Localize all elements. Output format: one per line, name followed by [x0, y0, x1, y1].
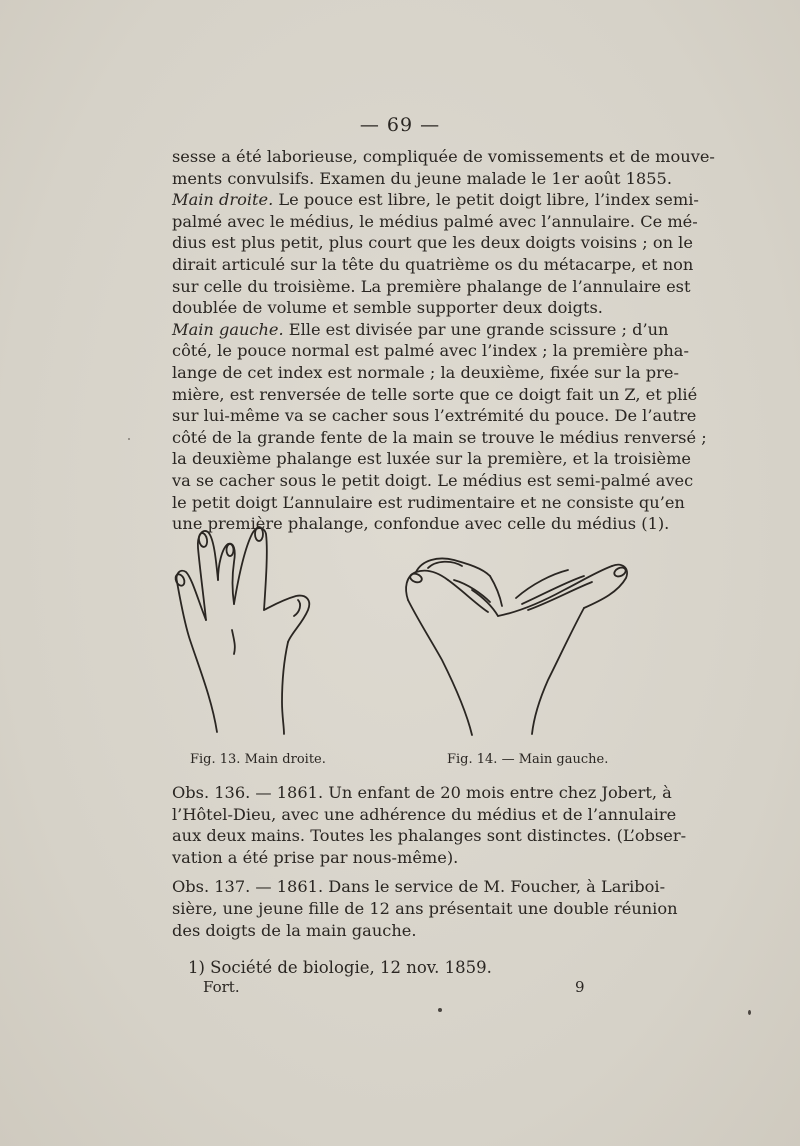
text-line	[172, 340, 689, 362]
observations	[172, 782, 687, 941]
text-content: sur celle du troisième. La première phalange de l’annulaire est	[172, 276, 691, 296]
text-content: mière, est renversée de telle sorte que ce doigt fait un Z, et plié	[172, 384, 698, 404]
text-line	[172, 405, 697, 427]
fig13-caption: Fig. 13. Main droite.	[190, 752, 326, 767]
text-content: la deuxième phalange est luxée sur la première, et la troisième	[172, 449, 692, 469]
signature-mark: Fort.	[203, 978, 240, 996]
text-content: côté, le pouce normal est palmé avec l’index ; la première pha-	[172, 341, 689, 361]
text-line	[172, 232, 693, 254]
text-line	[172, 297, 640, 319]
observation-137	[172, 876, 678, 941]
obs-line: Obs. 136. — 1861. Un enfant de 20 mois entre chez Jobert, à	[172, 783, 672, 802]
text-line	[172, 168, 672, 190]
text-content: palmé avec le médius, le médius palmé avec l’annulaire. Ce mé-	[172, 211, 698, 231]
obs-line: Obs. 137. — 1861. Dans le service de M. Foucher, à Lariboi-	[172, 877, 666, 897]
text-line	[172, 427, 707, 449]
text-line	[172, 362, 679, 384]
text-line	[172, 319, 669, 341]
text-content: sur lui-même va se cacher sous l’extrémité du pouce. De l’autre	[172, 406, 697, 426]
ink-speck	[748, 1010, 751, 1015]
text-content: sesse a été laborieuse, compliquée de vomissements et de mouve-	[172, 147, 715, 166]
text-content: lange de cet index est normale ; la deuxième, fixée sur la pre-	[172, 362, 679, 382]
obs-line: l’Hôtel-Dieu, avec une adhérence du médius et de l’annulaire	[172, 804, 677, 824]
ink-speck	[128, 438, 130, 440]
fig14-left-hand-drawing	[406, 559, 627, 736]
text-content: ments convulsifs. Examen du jeune malade le 1er août 1855.	[172, 168, 672, 188]
text-content: doublée de volume et semble supporter deux doigts.	[172, 298, 603, 318]
section-lead: Main droite.	[172, 190, 274, 210]
obs-line: aux deux mains. Toutes les phalanges sont distinctes. (L’obser-	[172, 826, 687, 846]
text-content: va se cacher sous le petit doigt. Le médius est semi-palmé avec	[172, 470, 694, 490]
observation-136	[172, 782, 687, 868]
text-line	[172, 492, 685, 514]
text-line	[172, 470, 694, 492]
text-line	[172, 211, 698, 233]
sheet-number: 9	[575, 978, 585, 996]
text-line	[172, 276, 691, 298]
text-content: Le pouce est libre, le petit doigt libre, l’index semi-	[273, 190, 699, 210]
section-lead: Main gauche.	[172, 319, 284, 339]
obs-line: vation a été prise par nous-même).	[172, 847, 459, 867]
text-content: dius est plus petit, plus court que les deux doigts voisins ; on le	[172, 233, 693, 253]
text-content: dirait articulé sur la tête du quatrième os du métacarpe, et non	[172, 254, 694, 274]
text-content: une première phalange, confondue avec celle du médius (1).	[172, 514, 670, 534]
text-line	[172, 384, 698, 406]
ink-speck	[438, 1008, 442, 1012]
text-line	[172, 254, 694, 276]
text-line	[172, 448, 692, 470]
footnote: 1) Société de biologie, 12 nov. 1859.	[188, 958, 492, 977]
text-line	[172, 146, 715, 168]
main-text	[172, 146, 715, 535]
obs-line: sière, une jeune fille de 12 ans présentait une double réunion	[172, 898, 678, 918]
hand-figures	[172, 520, 640, 770]
fig13-right-hand-drawing	[174, 527, 309, 734]
fig14-caption: Fig. 14. — Main gauche.	[447, 752, 609, 767]
text-content: côté de la grande fente de la main se trouve le médius renversé ;	[172, 427, 707, 447]
obs-line: des doigts de la main gauche.	[172, 920, 417, 940]
text-line	[172, 189, 699, 211]
text-content: Elle est divisée par une grande scissure ; d’un	[283, 319, 669, 339]
page-number: — 69 —	[359, 114, 441, 136]
text-content: le petit doigt L’annulaire est rudimentaire et ne consiste qu’en	[172, 492, 685, 512]
